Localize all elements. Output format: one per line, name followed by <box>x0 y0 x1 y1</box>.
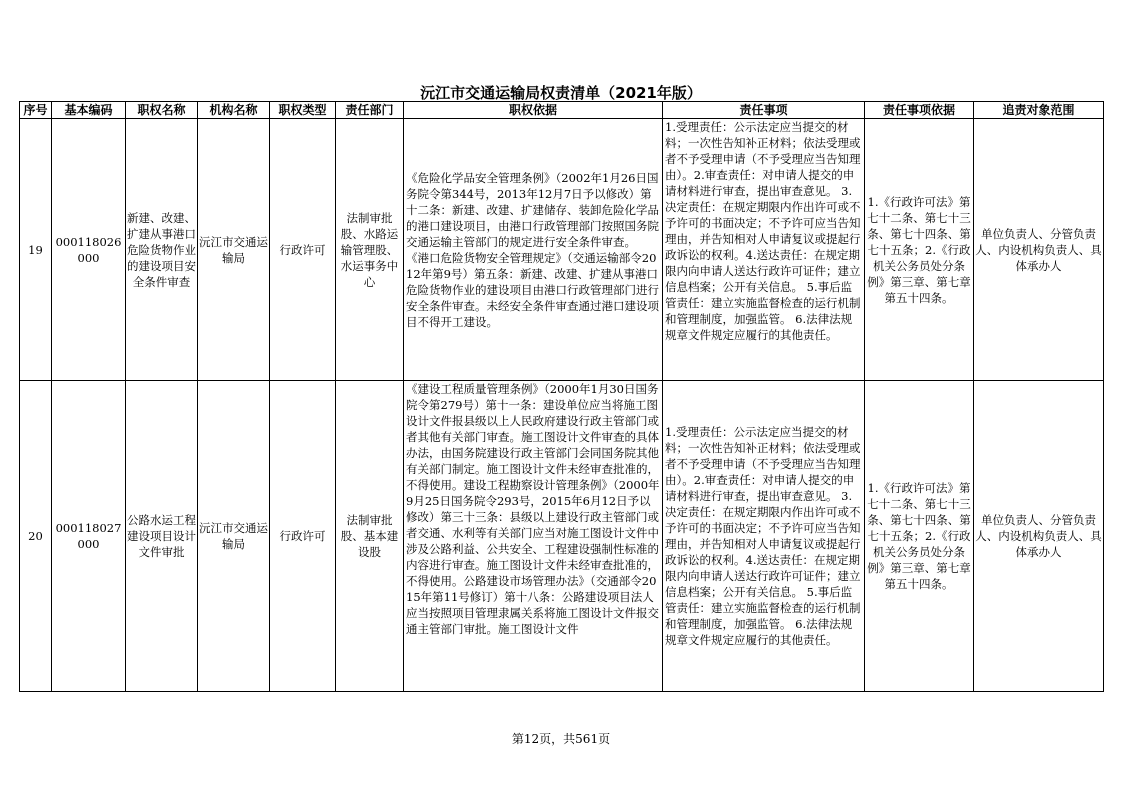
table-row <box>20 381 1104 692</box>
cell-accountable-text: 单位负责人、分管负责人、内设机构负责人、具体承办人 <box>975 513 1102 559</box>
header-accountable: 追责对象范围 <box>974 102 1104 119</box>
cell-basis <box>404 119 663 381</box>
cell-power-name <box>126 119 198 381</box>
cell-code-text: 000118027000 <box>55 521 122 551</box>
header-duty-basis: 责任事项依据 <box>865 102 974 119</box>
cell-duty-basis <box>865 381 974 692</box>
cell-duties-text: 1.受理责任：公示法定应当提交的材料；一次性告知补正材料；依法受理或者不予受理申请（不予受理应当告知理由）。2.审查责任：对申请人提交的申请材料进行审查，提出审查意见。 3.决定责任：在规定期限内作出许可或不予许可的书面决定；不予许可应当告知理由，并告知相对人申请复议或提起行政诉讼的权利。4.送达责任：在规定期限内向申请人送达行政许可证件；建立信息档案；公开有关信息。 5.事后监管责任：建立实施监督检查的运行机制和管理制度，加强监管。 6.法律法规规章文件规定应履行的其他责任。 <box>665 425 861 647</box>
cell-seq: 19 <box>20 119 52 381</box>
cell-duties-text: 1.受理责任：公示法定应当提交的材料；一次性告知补正材料；依法受理或者不予受理申请（不予受理应当告知理由）。2.审查责任：对申请人提交的申请材料进行审查，提出审查意见。 3.决定责任：在规定期限内作出许可或不予许可的书面决定；不予许可应当告知理由，并告知相对人申请复议或提起行政诉讼的权利。4.送达责任：在规定期限内向申请人送达行政许可证件；建立信息档案；公开有关信息。 5.事后监管责任：建立实施监督检查的运行机制和管理制度，加强监管。 6.法律法规规章文件规定应履行的其他责任。 <box>665 120 861 342</box>
duty-list-table <box>19 101 1104 692</box>
page-footer: 第12页，共561页 <box>511 732 611 746</box>
cell-accountable-text: 单位负责人、分管负责人、内设机构负责人、具体承办人 <box>975 226 1102 273</box>
cell-accountable <box>974 119 1104 381</box>
page-title: 沅江市交通运输局权责清单（2021年版） <box>420 84 702 102</box>
cell-accountable <box>974 381 1104 692</box>
cell-power-name-text: 公路水运工程建设项目设计文件审批 <box>127 513 196 559</box>
cell-code <box>52 381 126 692</box>
cell-org-name-text: 沅江市交通运输局 <box>199 521 268 551</box>
cell-org-name-text: 沅江市交通运输局 <box>199 234 268 265</box>
cell-duty-basis <box>865 119 974 381</box>
cell-org-name <box>198 119 270 381</box>
cell-duties <box>663 119 865 381</box>
cell-org-name <box>198 381 270 692</box>
cell-code-text: 000118026000 <box>55 234 122 265</box>
table-header-row <box>20 102 1104 119</box>
cell-dept <box>336 381 404 692</box>
cell-basis-text: 《危险化学品安全管理条例》（2002年1月26日国务院令第344号，2013年12月7日予以修改）第十二条：新建、改建、扩建储存、装卸危险化学品的港口建设项目，由港口行政管理部门按照国务院交通运输主管部门的规定进行安全条件审查。 《港口危险货物安全管理规定》（交通运输部令2012年第9号）第五条：新建、改建、扩建从事港口危险货物作业的建设项目由港口行政管理部门进行安全条件审查。未经安全条件审查通过港口建设项目不得开工建设。 <box>406 170 659 329</box>
cell-duties <box>663 381 865 692</box>
cell-duty-basis-text: 1.《行政许可法》第七十二条、第七十三条、第七十四条、第七十五条；2.《行政机关公务员处分条例》第三章、第七章第五十四条。 <box>867 194 971 305</box>
header-duties: 责任事项 <box>663 102 865 119</box>
cell-code <box>52 119 126 381</box>
cell-power-type: 行政许可 <box>270 119 336 381</box>
cell-power-type: 行政许可 <box>270 381 336 692</box>
cell-duty-basis-text: 1.《行政许可法》第七十二条、第七十三条、第七十四条、第七十五条；2.《行政机关公务员处分条例》第三章、第七章第五十四条。 <box>867 481 971 591</box>
header-power-name: 职权名称 <box>126 102 198 119</box>
header-seq: 序号 <box>20 102 52 119</box>
header-code: 基本编码 <box>52 102 126 119</box>
cell-basis <box>404 381 663 692</box>
cell-dept <box>336 119 404 381</box>
cell-basis-text: 《建设工程质量管理条例》（2000年1月30日国务院令第279号）第十一条：建设单位应当将施工图设计文件报县级以上人民政府建设行政主管部门或者其他有关部门审查。施工图设计文件审查的具体办法，由国务院建设行政主管部门会同国务院其他有关部门制定。施工图设计文件未经审查批准的，不得使用。建设工程勘察设计管理条例》（2000年9月25日国务院令293号，2015年6月12日予以修改）第三十三条：县级以上建设行政主管部门或者交通、水利等有关部门应当对施工图设计文件中涉及公路利益、公共安全、工程建设强制性标准的内容进行审查。施工图设计文件未经审查批准的，不得使用。公路建设市场管理办法》（交通部令2015年第11号修订）第十八条：公路建设项目法人应当按照项目管理隶属关系将施工图设计文件报交通主管部门审批。施工图设计文件 <box>406 382 660 636</box>
header-org-name: 机构名称 <box>198 102 270 119</box>
cell-seq: 20 <box>20 381 52 692</box>
header-basis: 职权依据 <box>404 102 663 119</box>
cell-dept-text: 法制审批股、基本建设股 <box>340 513 399 559</box>
header-power-type: 职权类型 <box>270 102 336 119</box>
header-dept: 责任部门 <box>336 102 404 119</box>
cell-power-name-text: 新建、改建、扩建从事港口危险货物作业的建设项目安全条件审查 <box>127 210 196 289</box>
cell-power-name <box>126 381 198 692</box>
cell-dept-text: 法制审批股、水路运输管理股、水运事务中心 <box>340 210 399 289</box>
table-row <box>20 119 1104 381</box>
